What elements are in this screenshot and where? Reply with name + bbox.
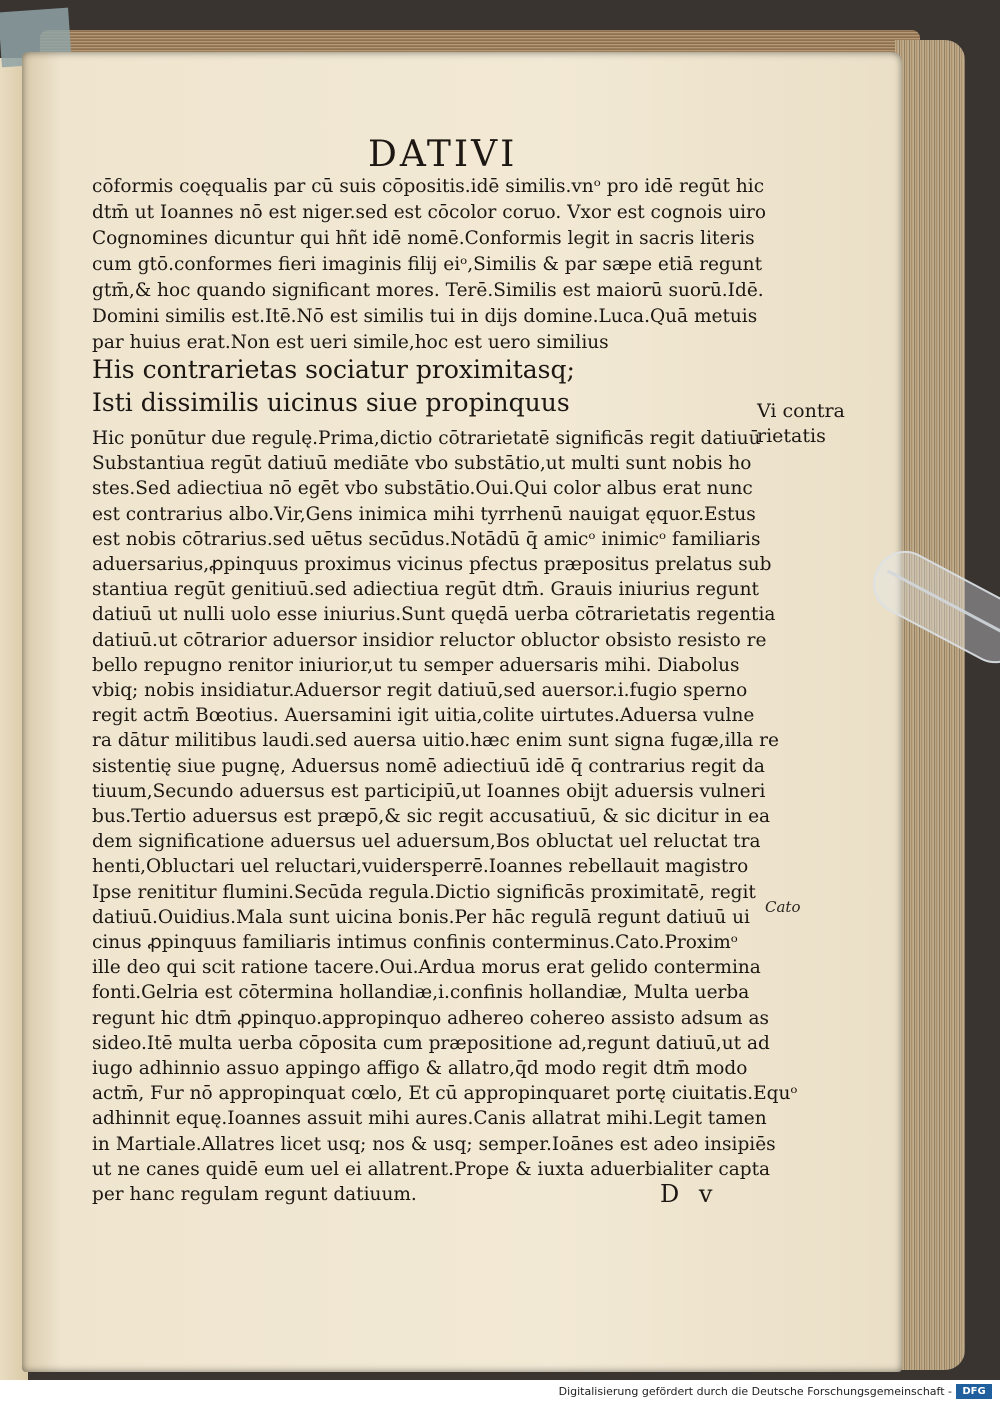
- signature-mark: D v: [660, 1180, 719, 1208]
- text-line: cum gtō.conformes fieri imaginis filij eiᵒ,Similis & par sæpe etiā regunt: [92, 254, 763, 275]
- text-line: gtm̄,& hoc quando significant mores. Terē.Similis est maiorū suorū.Idē.: [92, 280, 764, 301]
- text-line: dem significatione aduersus uel aduersum,Bos obluctat uel reluctat tra: [92, 831, 761, 853]
- footer-bar: [0, 1380, 1000, 1404]
- text-line: bus.Tertio aduersus est præpō,& sic regit accusatiuū, & sic dicitur in ea: [92, 806, 771, 827]
- text-line: ut ne canes quidē eum uel ei allatrent.Prope & iuxta aduerbialiter capta: [92, 1158, 771, 1180]
- text-line: est nobis cōtrarius.sed uētus secūdus.Notādū q̄ amicᵒ inimicᵒ familiaris: [92, 528, 761, 550]
- text-line: stes.Sed adiectiua nō egēt vbo substātio.Oui.Qui color albus erat nunc: [92, 478, 753, 500]
- text-line: actm̄, Fur nō appropinquat cœlo, Et cū appropinquaret portę ciuitatis.Equᵒ: [92, 1083, 798, 1105]
- text-line: vbiq; nobis insidiatur.Aduersor regit datiuū,sed auersor.i.fugio sperno: [92, 680, 748, 701]
- text-line: cōformis coęqualis par cū suis cōpositis.idē similis.vnᵒ pro idē regūt hic: [92, 176, 765, 197]
- text-line: est contrarius albo.Vir,Gens inimica mihi tyrrhenū nauigat ęquor.Estus: [92, 503, 756, 525]
- text-line: par huius erat.Non est ueri simile,hoc est uero similius: [92, 332, 609, 353]
- text-line: datiuū ut nulli uolo esse iniurius.Sunt quędā uerba cōtrarietatis regentia: [92, 604, 776, 626]
- dfg-logo: DFG: [956, 1384, 992, 1399]
- text-line: datiuū.Ouidius.Mala sunt uicina bonis.Per hāc regulā regunt datiuū ui: [92, 906, 750, 928]
- text-line: regit actm̄ Bœotius. Auersamini igit uitia,colite uirtutes.Aduersa vulne: [92, 705, 755, 727]
- verse-line: His contrarietas sociatur proximitasq;: [92, 355, 575, 384]
- verse-line: Isti dissimilis uicinus siue propinquus: [92, 388, 570, 417]
- text-line: sideo.Itē multa uerba cōposita cum præpositione ad,regunt datiuū,ut ad: [92, 1032, 770, 1054]
- text-line: bello repugno renitor iniurior,ut tu semper aduersaris mihi. Diabolus: [92, 654, 740, 676]
- text-line: Domini similis est.Itē.Nō est similis tui in dijs domine.Luca.Quā metuis: [92, 306, 758, 327]
- page-fore-edge: [895, 40, 965, 1370]
- text-line: in Martiale.Allatres licet usq; nos & usq; semper.Ioānes est adeo insipiēs: [92, 1133, 776, 1155]
- text-line: regunt hic dtm̄ ꝓpinquo.appropinquo adhereo cohereo assisto adsum as: [92, 1007, 769, 1029]
- text-line: Ipse renititur flumini.Secūda regula.Dictio significās proximitatē, regit: [92, 881, 756, 903]
- text-line: tiuum,Secundo aduersus est participiū,ut Ioannes obijt aduersis vulneri: [92, 780, 766, 802]
- handwritten-margin-note: Cato: [765, 898, 801, 916]
- margin-note-2: rietatis: [757, 425, 826, 447]
- text-line: Hic ponūtur due regulę.Prima,dictio cōtrarietatē significās regit datiuū: [92, 428, 761, 449]
- text-line: per hanc regulam regunt datiuum.: [92, 1184, 417, 1205]
- text-line: aduersarius,ꝓpinquus proximus vicinus pfectus præpositus prelatus sub: [92, 554, 772, 575]
- text-line: datiuū.ut cōtrarior aduersor insidior reluctor obluctor obsisto resisto re: [92, 629, 767, 651]
- footer-credit: Digitalisierung gefördert durch die Deutsche Forschungsgemeinschaft -: [558, 1385, 952, 1398]
- text-line: Cognomines dicuntur qui hñt idē nomē.Conformis legit in sacris literis: [92, 228, 755, 249]
- text-line: ra dātur militibus laudi.sed auersa uitio.hæc enim sunt signa fugæ,illa re: [92, 730, 779, 752]
- text-line: ille deo qui scit ratione tacere.Oui.Ardua morus erat gelido contermina: [92, 957, 761, 979]
- text-line: fonti.Gelria est cōtermina hollandiæ,i.confinis hollandiæ, Multa uerba: [92, 982, 750, 1004]
- margin-note-1: Vi contra: [757, 400, 845, 422]
- text-line: stantiua regūt genitiuū.sed adiectiua regūt dtm̄. Grauis iniurius regunt: [92, 579, 759, 601]
- running-head: DATIVI: [368, 134, 518, 175]
- text-line: adhinnit equę.Ioannes assuit mihi aures.Canis allatrat mihi.Legit tamen: [92, 1108, 767, 1130]
- text-line: sistentię siue pugnę, Aduersus nomē adiectiuū idē q̄ contrarius regit da: [92, 755, 765, 777]
- text-line: Substantiua regūt datiuū mediāte vbo substātio,ut multi sunt nobis ho: [92, 453, 752, 475]
- text-line: dtm̄ ut Ioannes nō est niger.sed est cōcolor coruo. Vxor est cognois uiro: [92, 202, 767, 223]
- text-line: iugo adhinnio assuo appingo affigo & allatro,q̄d modo regit dtm̄ modo: [92, 1058, 748, 1079]
- text-line: cinus ꝓpinquus familiaris intimus confinis conterminus.Cato.Proximᵒ: [92, 932, 738, 953]
- text-line: henti,Obluctari uel reluctari,vuidersperrē.Ioannes rebellauit magistro: [92, 856, 749, 878]
